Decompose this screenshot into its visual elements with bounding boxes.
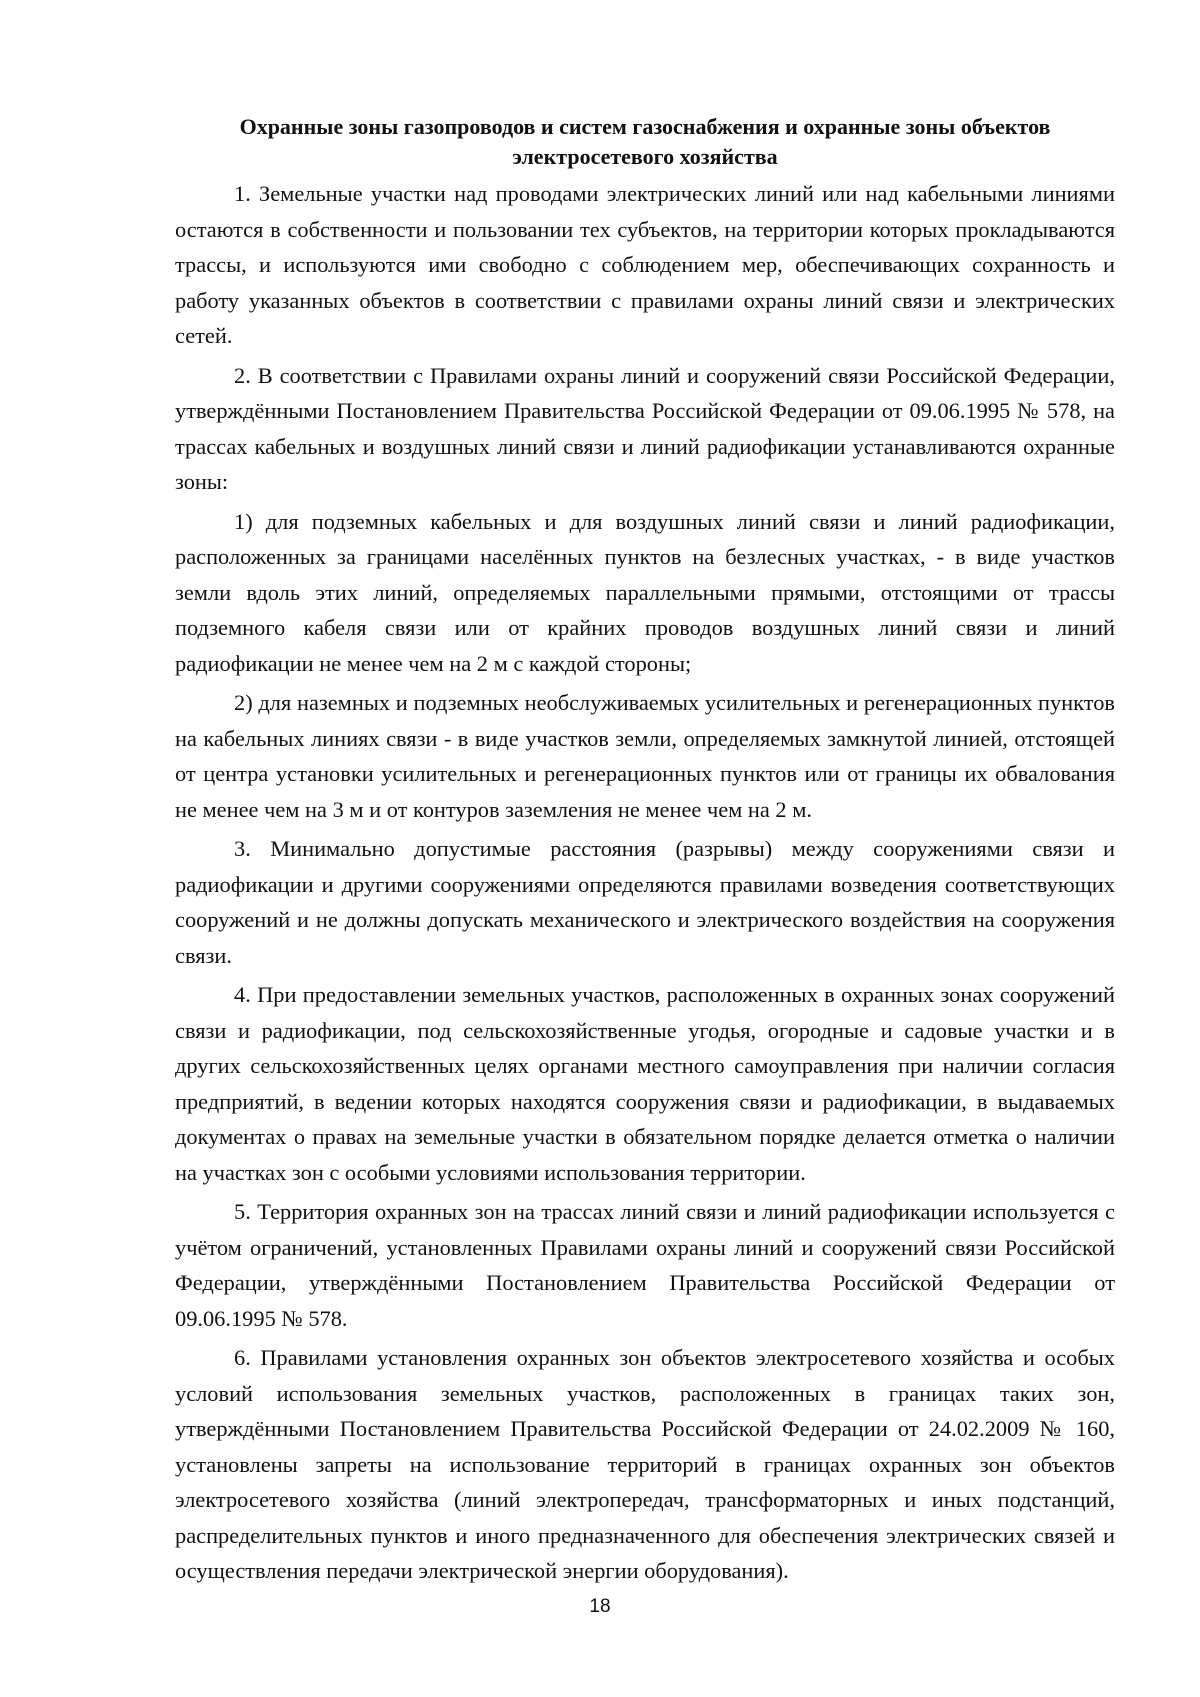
paragraph-1: 1. Земельные участки над проводами электрических линий или над кабельными линиями остаются в собственности и пользовании тех субъектов, на территории которых прокладываются трассы, и используются ими свободно с соблюдением мер, обеспечивающих сохранность и работу указанных объектов в соответствии с правилами охраны линий связи и электрических сетей. — [175, 181, 1115, 348]
paragraph-2: 2. В соответствии с Правилами охраны линий и сооружений связи Российской Федерации, утверждёнными Постановлением Правительства Российской Федерации от 09.06.1995 № 578, на трассах кабельных и воздушных линий связи и линий радиофикации устанавливаются охранные зоны: — [175, 362, 1115, 494]
paragraph-2-item-2: 2) для наземных и подземных необслуживаемых усилительных и регенерационных пунктов на кабельных линиях связи - в виде участков земли, определяемых замкнутой линией, отстоящей от центра установки усилительных и регенерационных пунктов или от границы их обвалования не менее чем на 3 м и от контуров заземления не менее чем на 2 м. — [175, 690, 1115, 822]
paragraph-2-item-1: 1) для подземных кабельных и для воздушных линий связи и линий радиофикации, расположенных за границами населённых пунктов на безлесных участках, - в виде участков земли вдоль этих линий, определяемых параллельными прямыми, отстоящими от трассы подземного кабеля связи или от крайних проводов воздушных линий связи и линий радиофикации не менее чем на 2 м с каждой стороны; — [175, 508, 1115, 676]
paragraph-6: 6. Правилами установления охранных зон объектов электросетевого хозяйства и особых условий использования земельных участков, расположенных в границах таких зон, утверждёнными Постановлением Правительства Российской Федерации от 24.02.2009 № 160, установлены запреты на использование территорий в границах охранных зон объектов электросетевого хозяйства (линий электропередач, трансформаторных и иных подстанций, распределительных пунктов и иного предназначенного для обеспечения электрических связей и осуществления передачи электрической энергии оборудования). — [175, 1345, 1115, 1583]
paragraph-4: 4. При предоставлении земельных участков, расположенных в охранных зонах сооружений связи и радиофикации, под сельскохозяйственные угодья, огородные и садовые участки и в других сельскохозяйственных целях органами местного самоуправления при наличии согласия предприятий, в ведении которых находятся сооружения связи и радиофикации, в выдаваемых документах о правах на земельные участки в обязательном порядке делается отметка о наличии на участках зон с особыми условиями использования территории. — [175, 982, 1115, 1185]
document-title: Охранные зоны газопроводов и систем газоснабжения и охранные зоны объектов электросетевого хозяйства — [239, 114, 1051, 169]
paragraph-3: 3. Минимально допустимые расстояния (разрывы) между сооружениями связи и радиофикации и другими сооружениями определяются правилами возведения соответствующих сооружений и не должны допускать механического и электрического воздействия на сооружения связи. — [175, 836, 1115, 968]
document-body — [175, 112, 1115, 1593]
paragraph-5: 5. Территория охранных зон на трассах линий связи и линий радиофикации используется с учётом ограничений, установленных Правилами охраны линий и сооружений связи Российской Федерации, утверждёнными Постановлением Правительства Российской Федерации от 09.06.1995 № 578. — [175, 1199, 1115, 1331]
page-number: 18 — [589, 1596, 611, 1617]
